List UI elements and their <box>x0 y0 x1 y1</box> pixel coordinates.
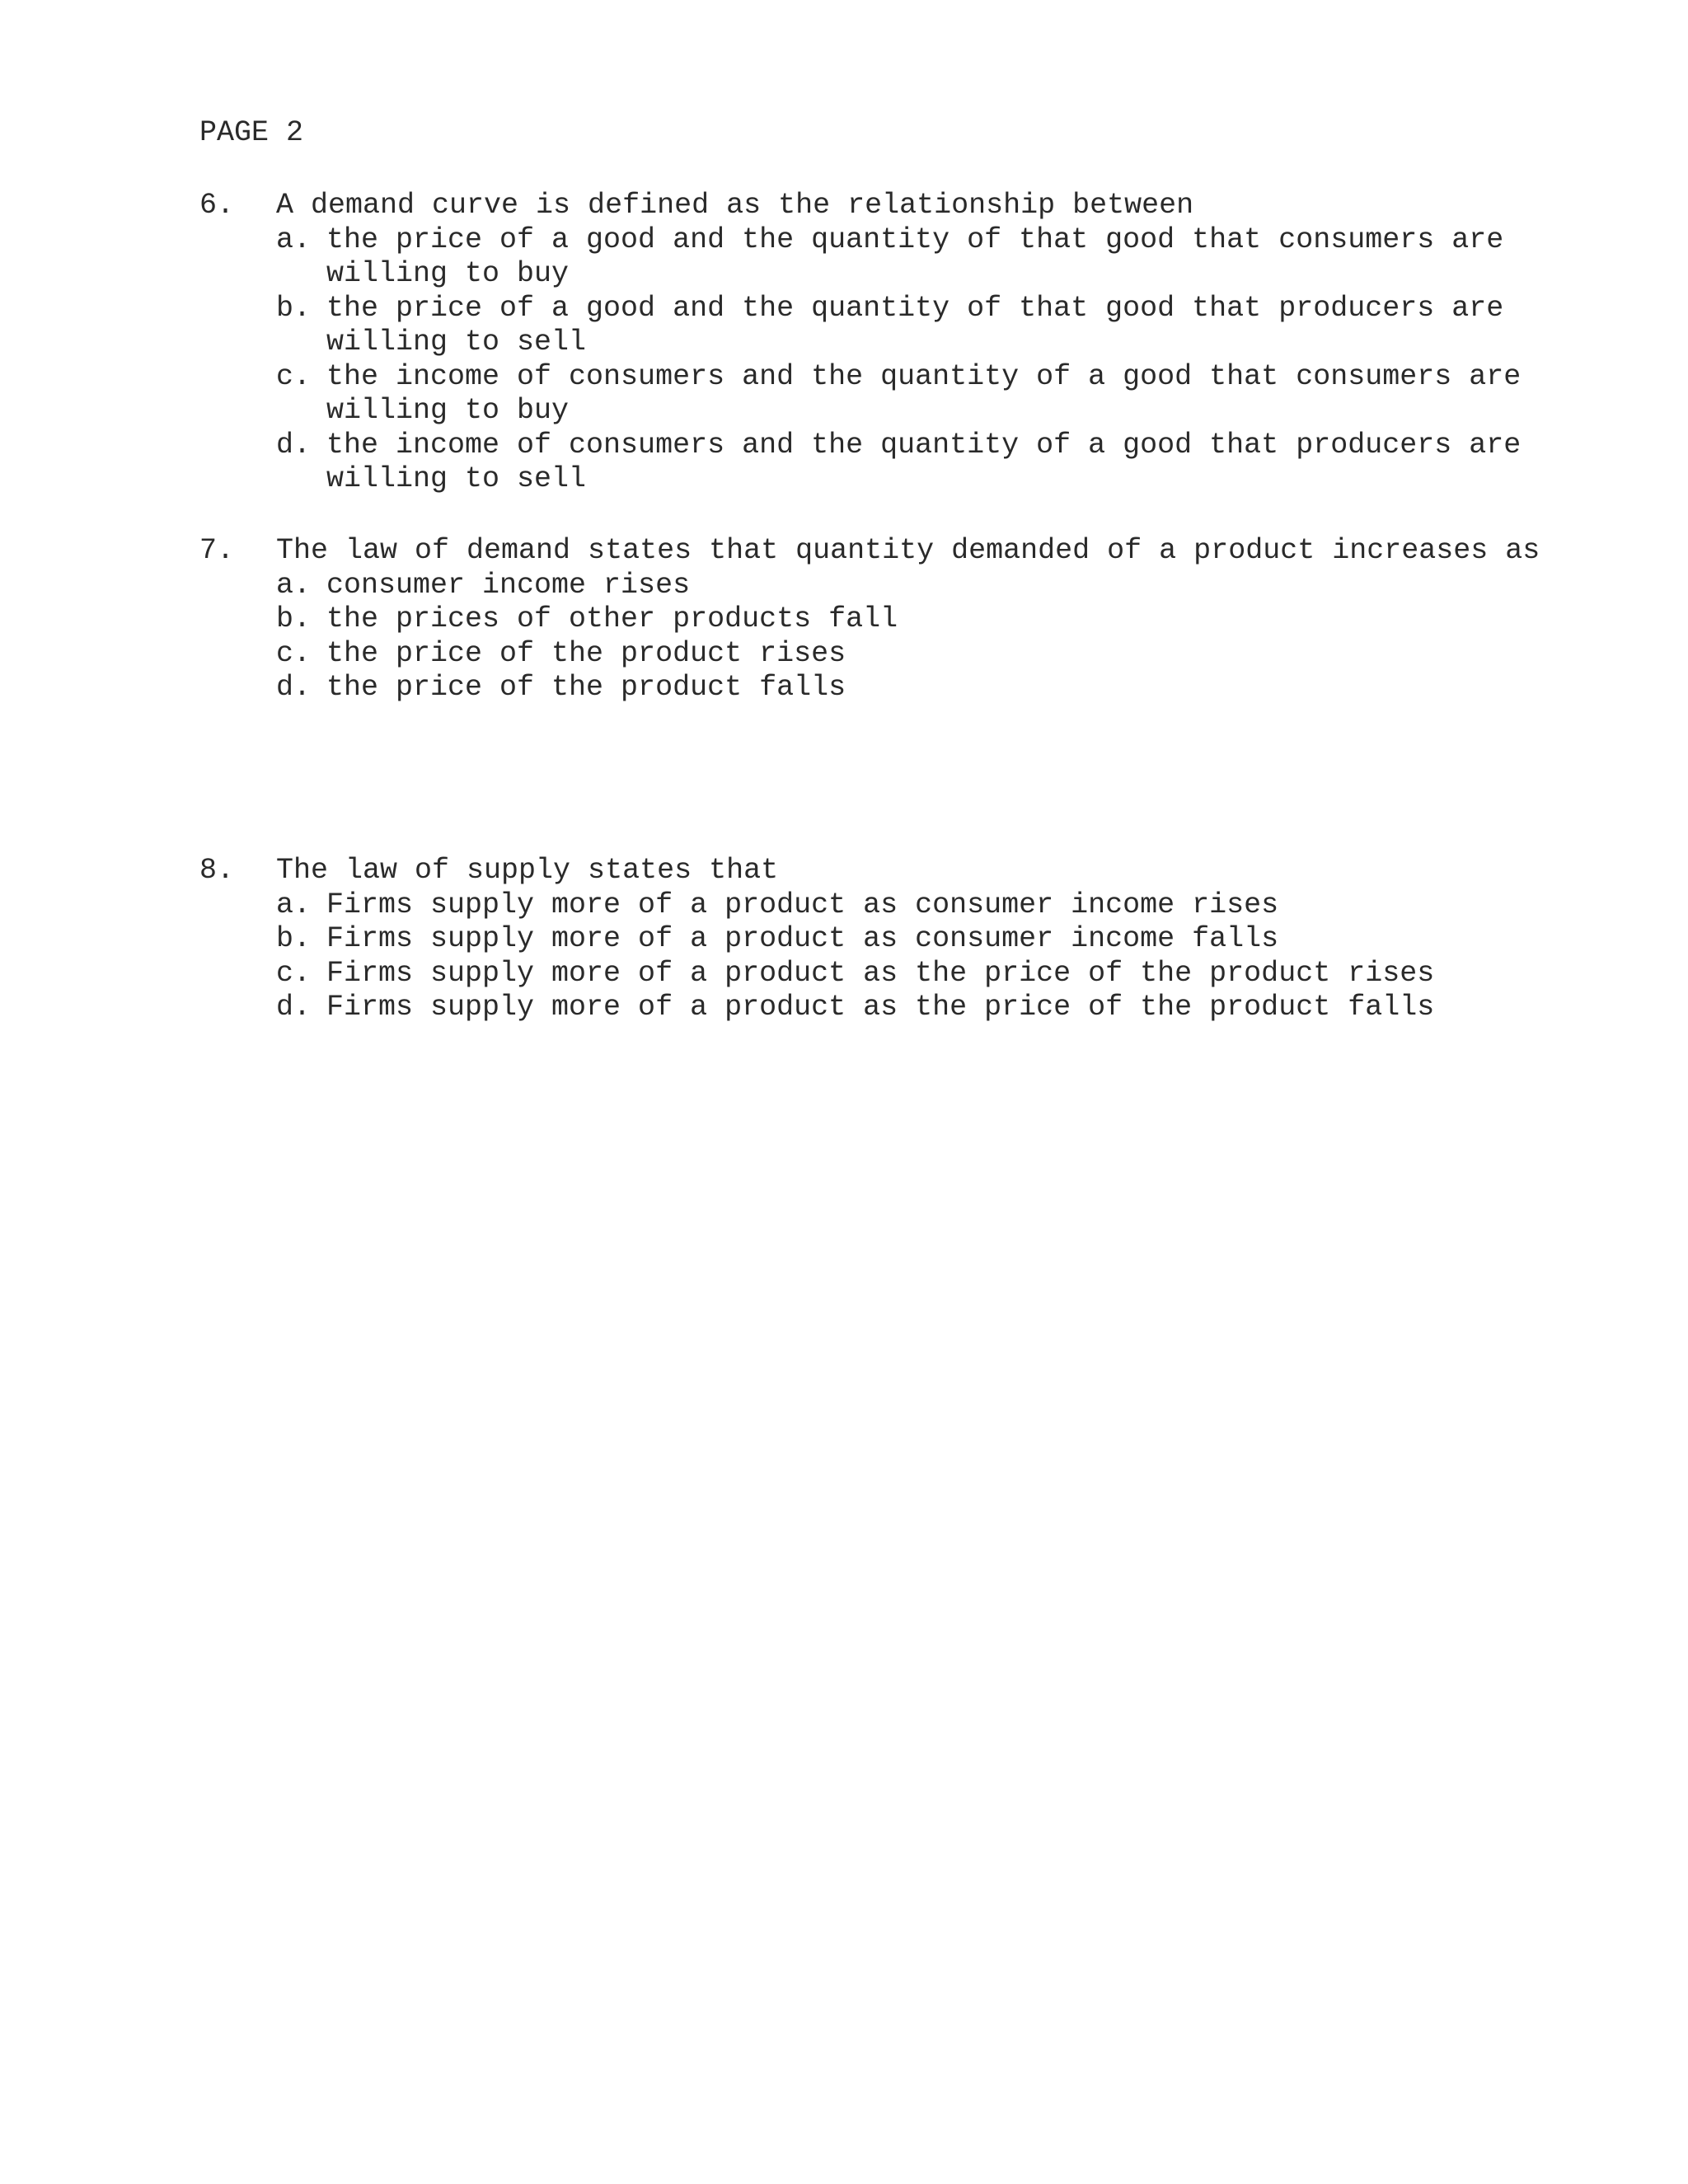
question-stem-row <box>199 534 1584 569</box>
option-c <box>276 360 1584 429</box>
answer-options <box>276 888 1584 1025</box>
page-number-label: PAGE 2 <box>199 116 304 149</box>
question-number: 8. <box>199 854 235 887</box>
option-text: the price of the product rises <box>326 636 846 670</box>
option-d <box>276 429 1584 497</box>
option-text: the income of consumers and the quantity of a good that producers are willing to sell <box>326 428 1522 495</box>
question-stem-row <box>199 189 1584 223</box>
option-a <box>276 223 1584 292</box>
option-text: the price of the product falls <box>326 671 846 704</box>
question-7 <box>199 534 1584 705</box>
option-d <box>276 671 1584 705</box>
option-text: the price of a good and the quantity of that good that consumers are willing to buy <box>326 223 1504 290</box>
option-text: Firms supply more of a product as consumer income falls <box>326 922 1279 955</box>
question-stem: The law of supply states that <box>276 854 779 887</box>
question-stem: A demand curve is defined as the relationship between <box>276 189 1194 222</box>
option-letter: b. <box>276 291 312 325</box>
option-b <box>276 602 1584 637</box>
option-letter: d. <box>276 671 312 704</box>
option-text: the price of a good and the quantity of that good that producers are willing to sell <box>326 291 1504 359</box>
option-letter: b. <box>276 922 312 955</box>
option-letter: c. <box>276 636 312 670</box>
option-letter: d. <box>276 991 312 1024</box>
option-text: the prices of other products fall <box>326 602 898 635</box>
option-text: Firms supply more of a product as the price of the product rises <box>326 956 1435 990</box>
option-c <box>276 957 1584 991</box>
option-b <box>276 922 1584 957</box>
option-letter: b. <box>276 602 312 635</box>
option-letter: c. <box>276 359 312 393</box>
option-text: Firms supply more of a product as consumer income rises <box>326 888 1279 921</box>
option-letter: a. <box>276 888 312 921</box>
option-b <box>276 292 1584 360</box>
option-a <box>276 569 1584 603</box>
answer-options <box>276 569 1584 705</box>
option-a <box>276 888 1584 923</box>
question-stem-row <box>199 854 1584 888</box>
question-number: 7. <box>199 534 235 567</box>
answer-options <box>276 223 1584 497</box>
option-d <box>276 991 1584 1025</box>
option-text: the income of consumers and the quantity of a good that consumers are willing to buy <box>326 359 1522 427</box>
question-stem: The law of demand states that quantity demanded of a product increases as <box>276 534 1540 567</box>
option-letter: d. <box>276 428 312 462</box>
option-text: Firms supply more of a product as the price of the product falls <box>326 991 1435 1024</box>
question-6 <box>199 189 1584 497</box>
question-8 <box>199 854 1584 1025</box>
question-number: 6. <box>199 189 235 222</box>
option-letter: c. <box>276 956 312 990</box>
option-text: consumer income rises <box>326 568 691 602</box>
option-letter: a. <box>276 568 312 602</box>
option-c <box>276 637 1584 672</box>
option-letter: a. <box>276 223 312 256</box>
